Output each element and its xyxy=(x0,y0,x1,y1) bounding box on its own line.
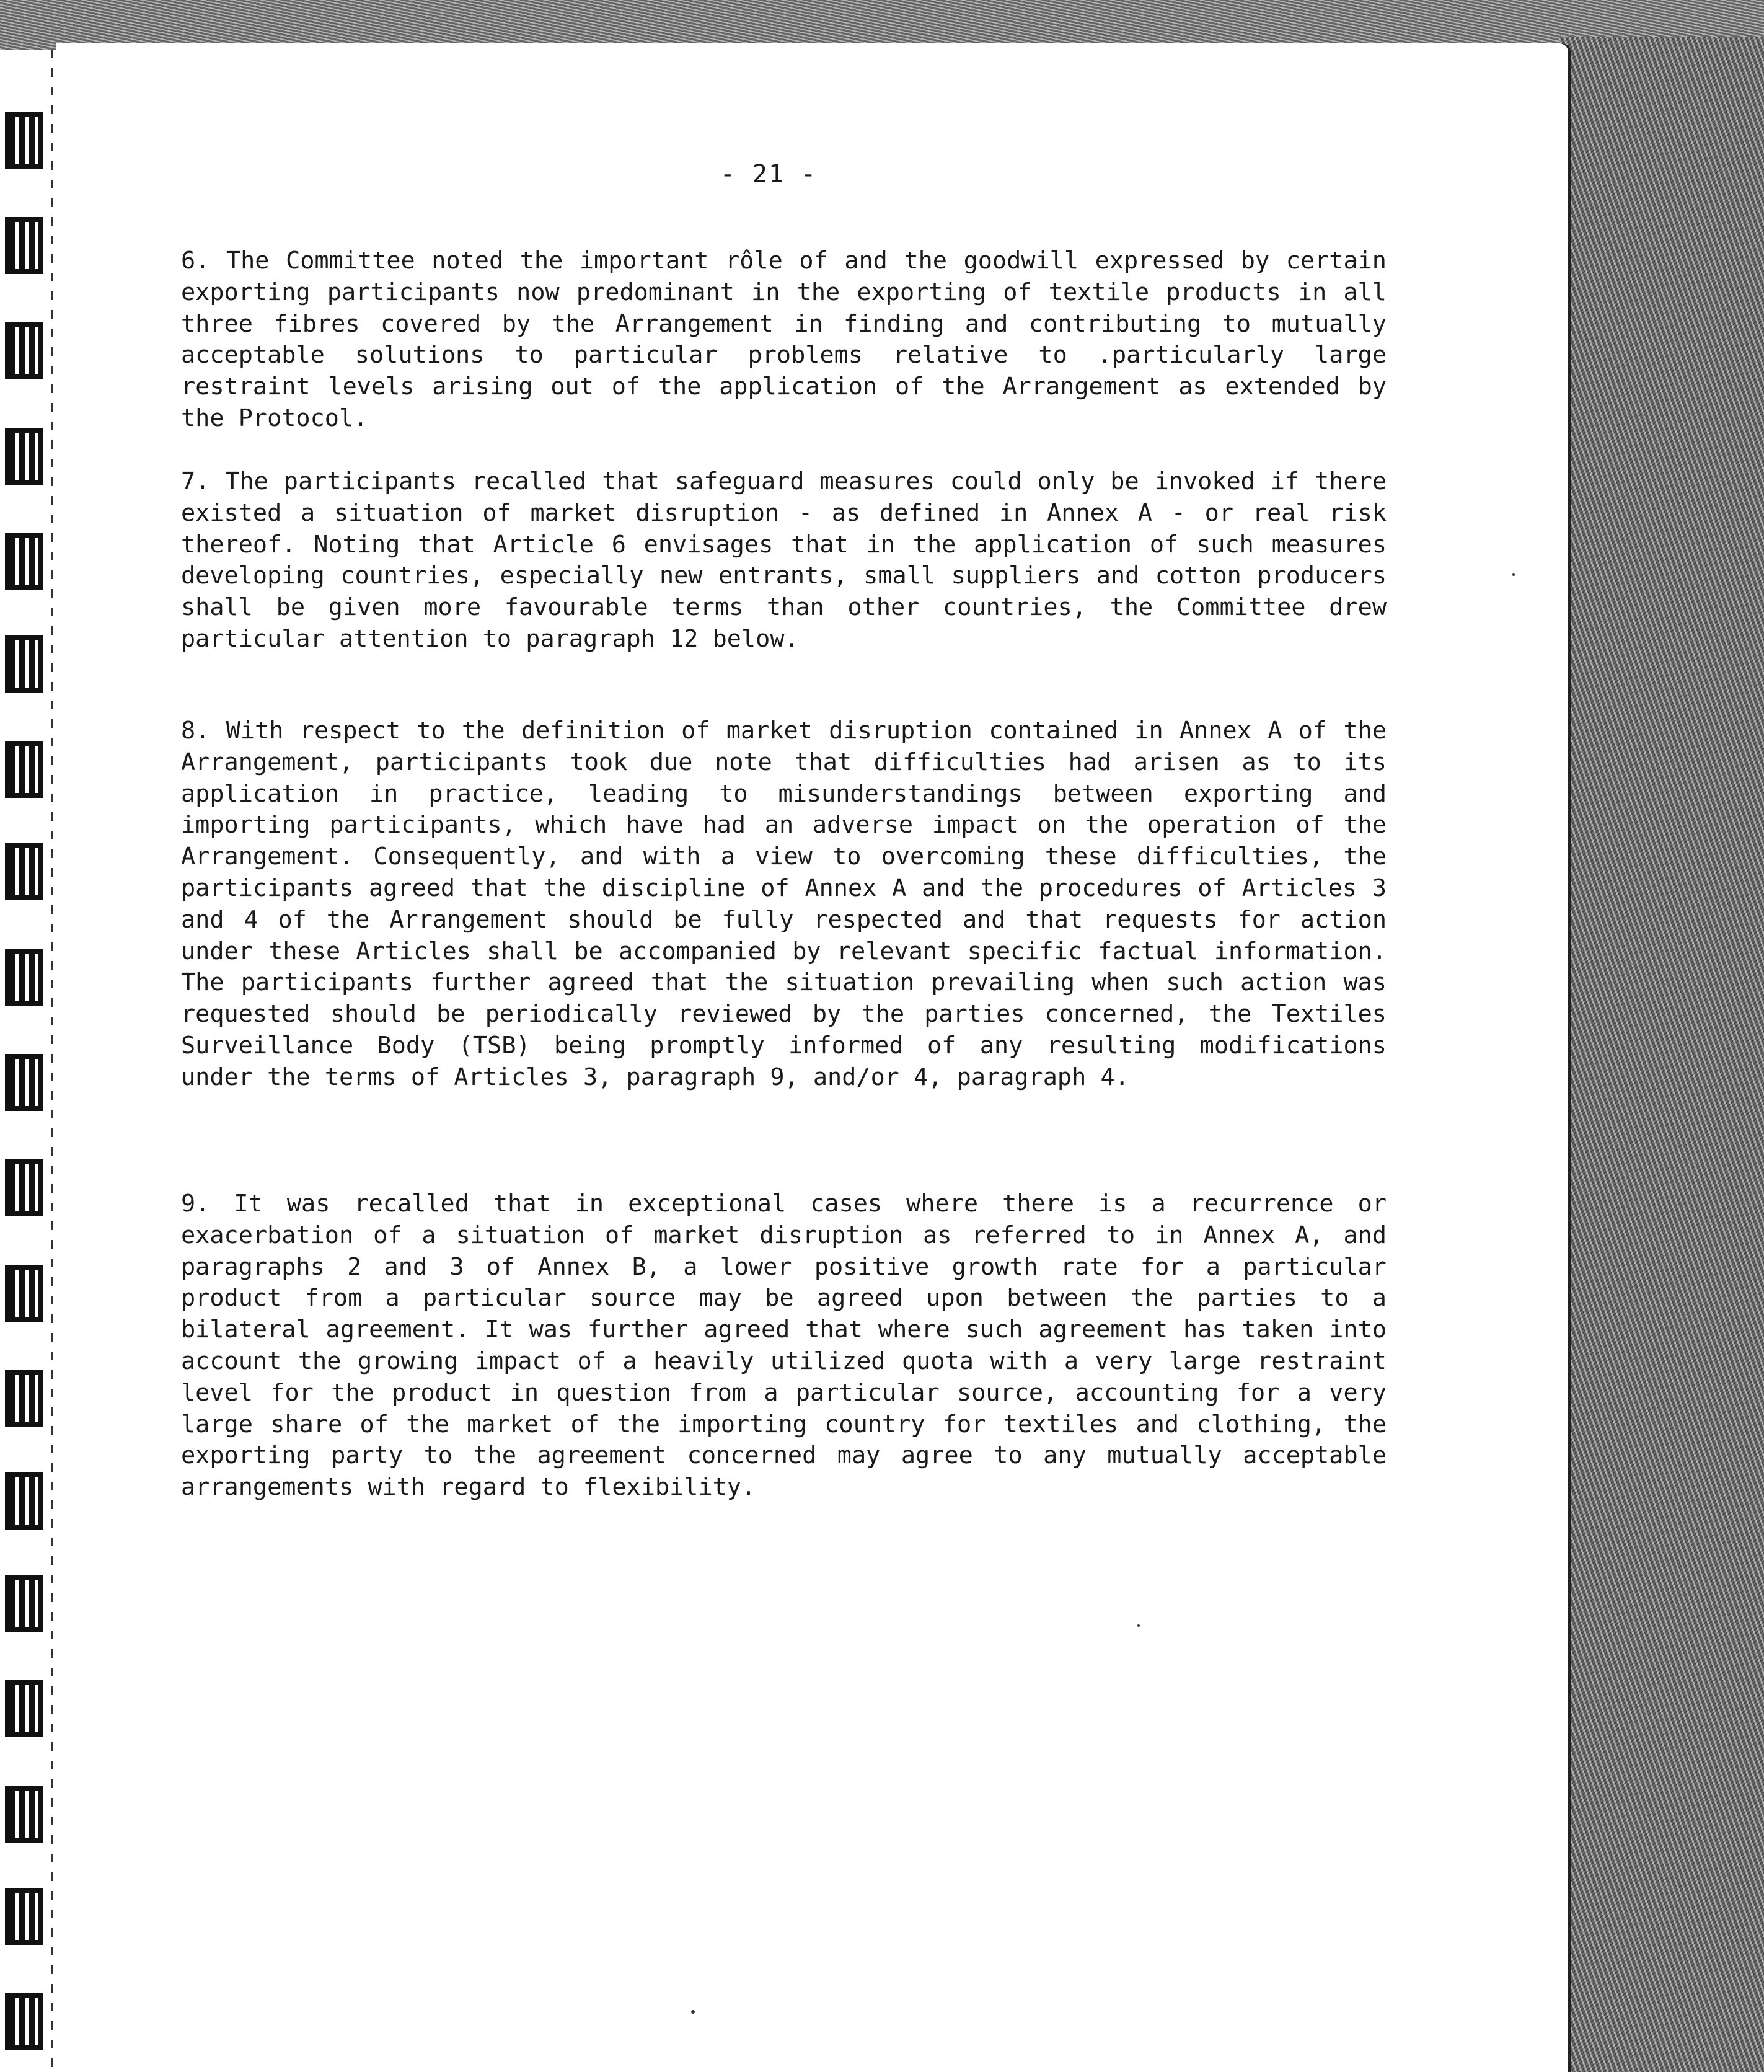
binding-ring xyxy=(5,741,43,798)
paragraph-6: 6. The Committee noted the important rôle of and the goodwill expressed by certain exporting participants now predominant in the exporting of textile products in all three fibres covered by the Arrangement in finding and contributing to mutually acceptable solutions to particular problems relative to .particularly large restraint levels arising out of the application of the Arrangement as extended by the Protocol. xyxy=(181,247,1387,432)
binding-ring xyxy=(5,1054,43,1111)
binding-ring xyxy=(5,1888,43,1945)
binding-ring xyxy=(5,533,43,590)
binding-ring xyxy=(5,1370,43,1427)
scan-top-edge xyxy=(0,0,1764,50)
binding-ring xyxy=(5,1680,43,1737)
binding-ring xyxy=(5,428,43,485)
binding-ring xyxy=(5,843,43,900)
binding-ring xyxy=(5,1993,43,2050)
binding-ring xyxy=(5,635,43,693)
paragraph-8: 8. With respect to the definition of market disruption contained in Annex A of the Arrangement, participants took due note that difficulties had arisen as to its application in practice, leading to misunderstandings between exporting and importing participants, which have had an adverse impact on the operation of the Arrangement. Consequently, and with a view to overcoming these difficulties, the participants agreed that the discipline of Annex A and the procedures of Articles 3 and 4 of the Arrangement should be fully respected and that requests for action under these Articles shall be accompanied by relevant specific factual information. The participants further agreed that the situation prevailing when such action was requested should be periodically reviewed by the parties concerned, the Textiles Surveillance Body (TSB) being promptly informed of any resulting modifications under the terms of Articles 3, paragraph 9, and/or 4, paragraph 4. xyxy=(181,717,1387,1091)
binding-ring xyxy=(5,217,43,274)
scan-speck xyxy=(691,2010,695,2014)
binding-perforation xyxy=(51,50,53,2072)
paragraph-7: 7. The participants recalled that safeguard measures could only be invoked if there existed a situation of market disruption - as defined in Annex A - or real risk thereof. Noting that Article 6 envisages that in the application of such measures developing countries, especially new entrants, small suppliers and cotton producers shall be given more favourable terms than other countries, the Committee drew particular attention to paragraph 12 below. xyxy=(181,467,1387,653)
page-number: - 21 - xyxy=(720,160,818,188)
binding-ring xyxy=(5,112,43,169)
binding-ring xyxy=(5,322,43,379)
binding-ring xyxy=(5,1575,43,1632)
binding-ring xyxy=(5,1159,43,1216)
scan-speck xyxy=(1137,1624,1140,1627)
binding-ring xyxy=(5,949,43,1006)
binding-ring xyxy=(5,1786,43,1843)
scan-right-edge xyxy=(1559,37,1764,2072)
scan-speck xyxy=(1512,573,1515,576)
binding-ring xyxy=(5,1265,43,1322)
binding-ring xyxy=(5,1472,43,1530)
paragraph-9: 9. It was recalled that in exceptional cases where there is a recurrence or exacerbation of a situation of market disruption as referred to in Annex A, and paragraphs 2 and 3 of Annex B, a lower positive growth rate for a particular product from a particular source may be agreed upon between the parties to a bilateral agreement. It was further agreed that where such agreement has taken into account the growing impact of a heavily utilized quota with a very large restraint level for the product in question from a particular source, accounting for a very large share of the market of the importing country for textiles and clothing, the exporting party to the agreement concerned may agree to any mutually acceptable arrangements with regard to flexibility. xyxy=(181,1190,1387,1502)
